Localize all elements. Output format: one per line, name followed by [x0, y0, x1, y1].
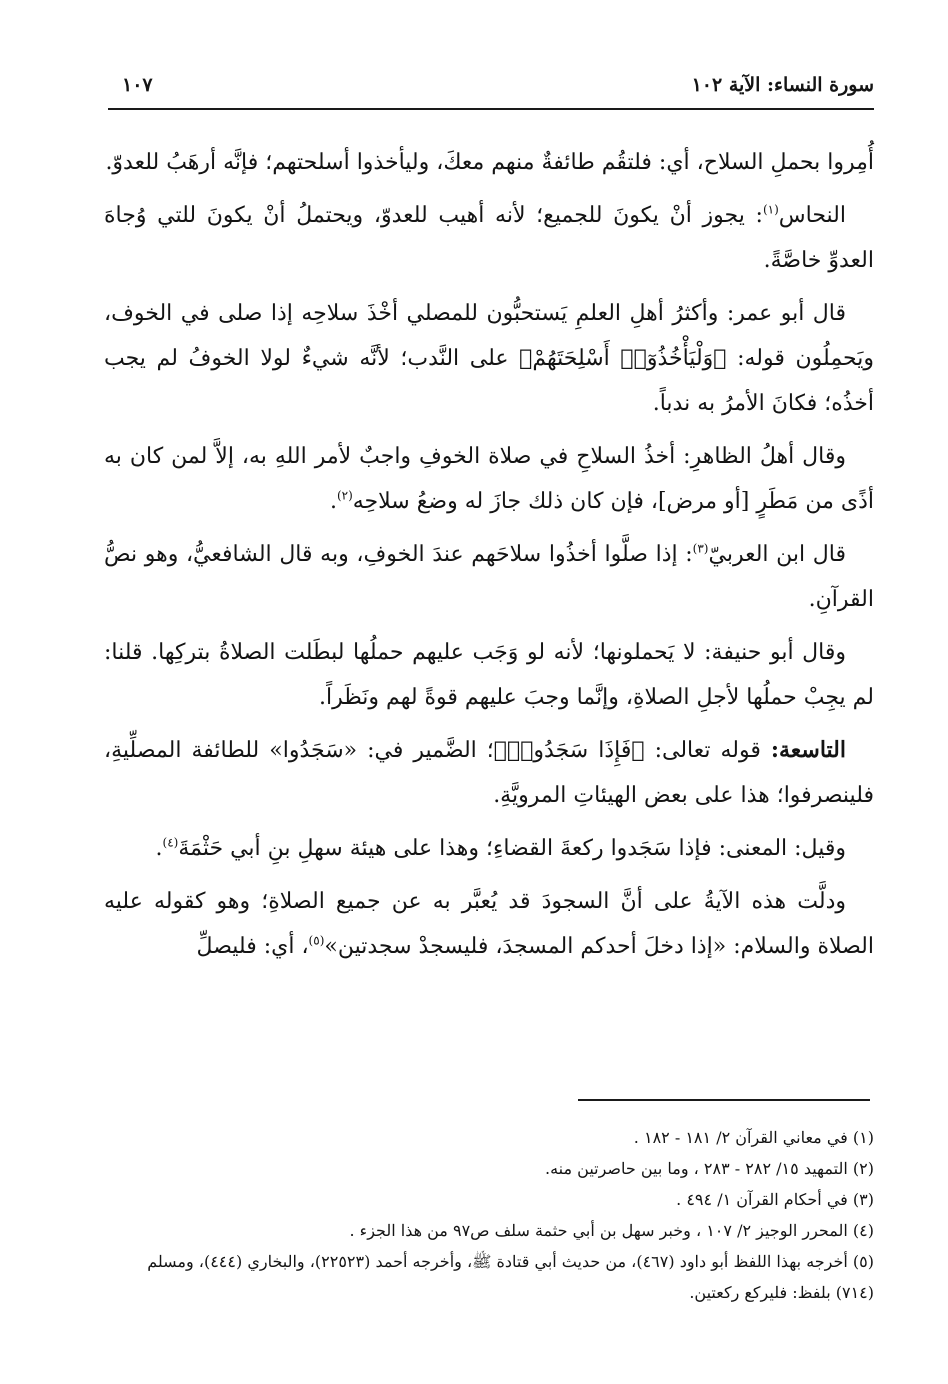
- page-number: ١٠٧: [122, 74, 153, 96]
- paragraph-text-cont: : إذا صلَّوا أخذُوا سلاحَهم عندَ الخوفِ، وبه قال الشافعيُّ، وهو نصُّ القرآنِ.: [104, 542, 874, 612]
- footnotes: [104, 1122, 874, 1308]
- paragraph: [104, 630, 874, 720]
- paragraph-text-cont: .: [329, 489, 337, 514]
- running-title: سورة النساء: الآية ١٠٢: [691, 74, 874, 96]
- paragraph-text: أُمِروا بحملِ السلاح، أي: فلتقُم طائفةٌ منهم معكَ، وليأخذوا أسلحتهم؛ فإنَّه أرهَبُ للعدوّ.: [105, 150, 874, 175]
- footnote-ref: (٣): [692, 541, 709, 556]
- footnote: (٢) التمهيد ١٥/ ٢٨٢ - ٢٨٣ ، وما بين حاصرتين منه.: [544, 1159, 874, 1178]
- paragraph: [104, 879, 874, 969]
- paragraph: [104, 291, 874, 426]
- paragraph-text-cont: : يجوز أنْ يكونَ للجميع؛ لأنه أهيب للعدوّ، ويحتملُ أنْ يكونَ للتي وُجاهَ العدوِّ خاصَّةً.: [104, 203, 874, 273]
- footnote-ref: (٤): [162, 835, 179, 850]
- footnote-divider: [578, 1099, 870, 1101]
- paragraph-text: ودلَّت هذه الآيةُ على أنَّ السجودَ قد يُعبَّر به عن جميع الصلاةِ؛ وهو كقوله عليه الصلاة والسلام: «إذا دخلَ أحدكم المسجدَ، فليسجدْ سجدتين»: [104, 889, 874, 959]
- paragraph: [104, 193, 874, 283]
- paragraph-text: قال ابن العربيّ: [708, 542, 846, 567]
- paragraph: [104, 728, 874, 818]
- paragraph-text: وقال أبو حنيفة: لا يَحملونها؛ لأنه لو وَجَب عليهم حملُها لبطَلت الصلاةُ بتركِها. قلنا: لم يجِبْ حملُها لأجلِ الصلاةِ، وإنَّما وجبَ عليهم قوةً لهم ونَظَراً.: [104, 640, 874, 710]
- footnote: (٤) المحرر الوجيز ٢/ ١٠٧ ، وخبر سهل بن أبي حثمة سلف ص٩٧ من هذا الجزء .: [349, 1221, 874, 1240]
- footnote-ref: (٥): [308, 933, 325, 948]
- paragraph-text: النحاس: [778, 203, 846, 228]
- paragraph-text: وقيل: المعنى: فإذا سَجَدوا ركعةَ القضاءِ؛ وهذا على هيئة سهلِ بنِ أبي حَثْمَةَ: [178, 836, 846, 861]
- paragraph: [104, 140, 874, 185]
- paragraph: [104, 434, 874, 524]
- footnote: (١) في معاني القرآن ٢/ ١٨١ - ١٨٢ .: [633, 1128, 874, 1147]
- paragraph-text-cont: .: [155, 836, 163, 861]
- paragraph-text: قال أبو عمر: وأكثرُ أهلِ العلمِ يَستحبُّون للمصلي أخْذَ سلاحِه إذا صلى في الخوف، ويَحمِلُون قوله: ﴿وَلْيَأْخُذُوٓا۟ أَسْلِحَتَهُمْ﴾ على النَّدب؛ لأنَّه شيءٌ لولا الخوفُ لم يجب أخذُه؛ فكانَ الأمرُ به ندباً.: [104, 301, 874, 416]
- paragraph: [104, 532, 874, 622]
- footnote-ref: (٢): [336, 488, 353, 503]
- paragraph: [104, 826, 874, 871]
- body-text: [104, 140, 874, 977]
- footnote-ref: (١): [762, 202, 779, 217]
- paragraph-text: قوله تعالى: ﴿فَإِذَا سَجَدُوا۟﴾؛ الضَّمير في: «سَجَدُوا» للطائفة المصلِّيةِ، فلينصرفوا؛ هذا على بعض الهيئاتِ المرويَّةِ.: [104, 738, 874, 808]
- section-lead: التاسعة:: [770, 737, 846, 763]
- footnote: (٣) في أحكام القرآن ١/ ٤٩٤ .: [676, 1190, 874, 1209]
- paragraph-text-cont: ، أي: فليصلِّ: [196, 934, 309, 959]
- running-header: [108, 68, 874, 110]
- paragraph-text: وقال أهلُ الظاهرِ: أخذُ السلاحِ في صلاة الخوفِ واجبٌ لأمر اللهِ به، إلاَّ لمن كان به أذًى من مَطَرٍ [أو مرض]، فإن كان ذلك جازَ له وضعُ سلاحِه: [104, 444, 874, 514]
- footnote: (٥) أخرجه بهذا اللفظ أبو داود (٤٦٧)، من حديث أبي قتادة ﷺ، وأخرجه أحمد (٢٢٥٢٣)، والبخاري (٤٤٤)، ومسلم (٧١٤) بلفظ: فليركع ركعتين.: [147, 1252, 874, 1302]
